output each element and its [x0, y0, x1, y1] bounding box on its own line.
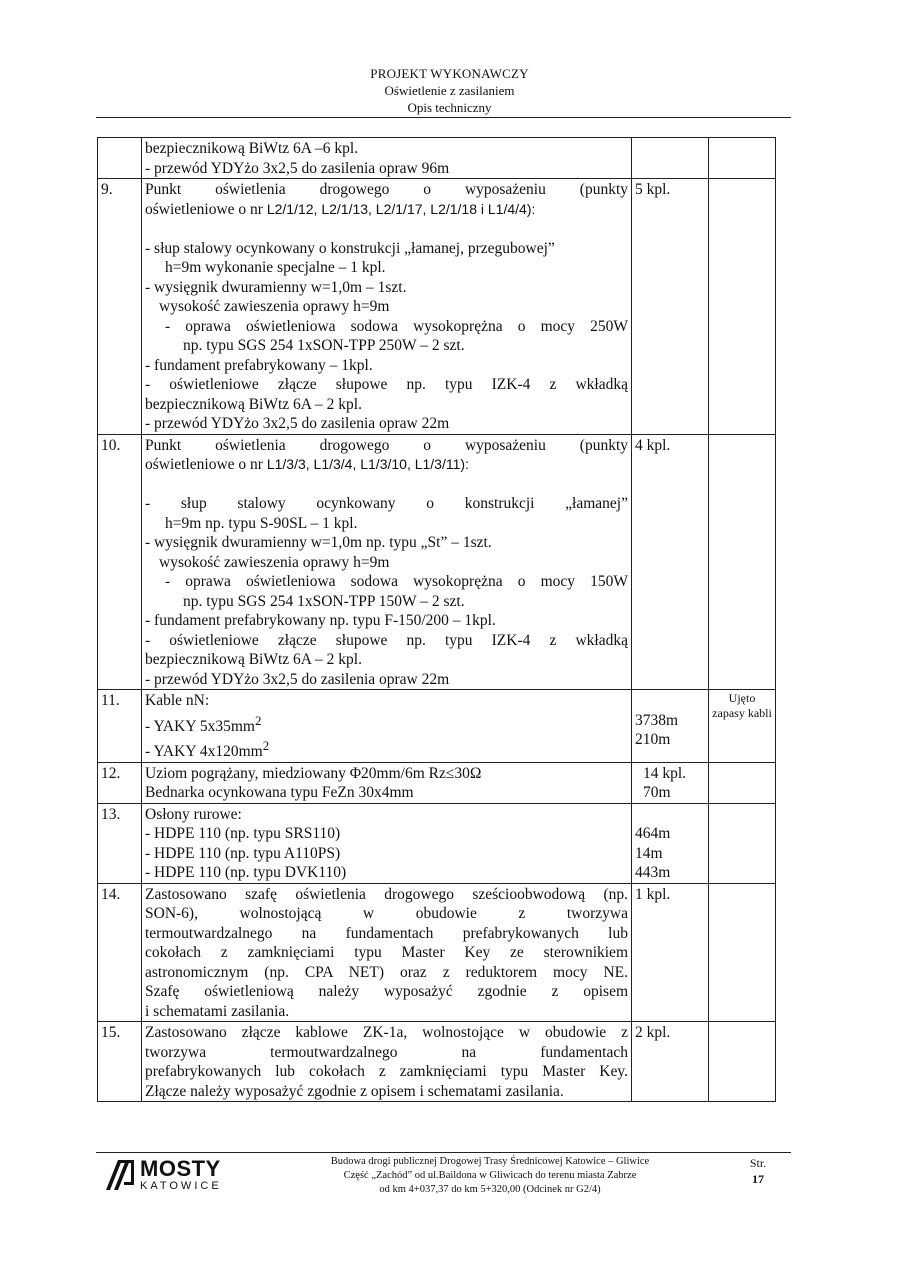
mosty-logo-icon	[104, 1156, 136, 1192]
row-quantity: 5 kpl.	[632, 179, 709, 435]
desc-line: cokołach z zamknięciami typu Master Key ze sterownikiem	[145, 944, 628, 962]
desc-line: h=9m wykonanie specjalne – 1 kpl.	[165, 259, 386, 276]
row-description	[142, 1022, 632, 1102]
desc-line: - HDPE 110 (np. typu A110PS)	[145, 844, 341, 862]
row-note	[709, 179, 776, 435]
row-number: 9.	[98, 179, 142, 435]
row-number: 15.	[98, 1022, 142, 1102]
desc-line: astronomicznym (np. CPA NET) oraz z reduktorem mocy NE.	[145, 963, 628, 981]
project-description	[290, 1155, 690, 1197]
row-quantity: 4 kpl.	[632, 434, 709, 690]
row-quantity: 1 kpl.	[632, 883, 709, 1022]
row-description	[142, 138, 632, 179]
desc-line	[145, 200, 628, 220]
table-row	[98, 138, 776, 179]
desc-line: - wysięgnik dwuramienny w=1,0m np. typu „St” – 1szt.	[145, 534, 492, 551]
project-subtitle: Oświetlenie z zasilaniem	[384, 83, 515, 98]
desc-line: prefabrykowanych lub cokołach z zamknięciami typu Master Key.	[145, 1063, 628, 1081]
desc-spacer	[145, 475, 628, 495]
page-number: 17	[752, 1172, 764, 1186]
desc-line: Punkt oświetlenia drogowego o wyposażeniu (punkty	[145, 436, 628, 454]
row-number: 11.	[98, 690, 142, 763]
desc-line: Kable nN:	[145, 692, 210, 709]
company-logo	[104, 1156, 264, 1196]
desc-line: Szafę oświetleniową należy wyposażyć zgodnie z opisem	[145, 983, 628, 1001]
point-numbers: L2/1/12, L2/1/13, L2/1/17, L2/1/18 i L1/4/4):	[266, 200, 536, 217]
desc-line: - fundament prefabrykowany – 1kpl.	[145, 356, 373, 374]
desc-line	[145, 711, 628, 737]
desc-line	[145, 455, 628, 475]
desc-line: wysokość zawieszenia oprawy h=9m	[159, 553, 390, 571]
qty-line: 210m	[635, 731, 671, 748]
page-label: Str.	[749, 1156, 767, 1170]
desc-line: - przewód YDYżo 3x2,5 do zasilenia opraw 22m	[145, 670, 450, 688]
desc-line: - wysięgnik dwuramienny w=1,0m – 1szt.	[145, 278, 407, 296]
desc-line: tworzywa termoutwardzalnego na fundamentach	[145, 1043, 628, 1061]
desc-line: Uziom pogrążany, miedziowany Φ20mm/6m Rz≤30Ω	[145, 764, 482, 782]
table-row	[98, 690, 776, 763]
desc-line: np. typu SGS 254 1xSON-TPP 150W – 2 szt.	[183, 592, 465, 610]
row-note	[709, 434, 776, 690]
desc-line: Bednarka ocynkowana typu FeZn 30x4mm	[145, 784, 414, 802]
logo-subtitle: KATOWICE	[140, 1180, 222, 1192]
row-description	[142, 803, 632, 883]
desc-text: oświetleniowe o nr	[145, 200, 263, 218]
desc-line: - fundament prefabrykowany np. typu F-150/200 – 1kpl.	[145, 612, 496, 629]
desc-line: - słup stalowy ocynkowany o konstrukcji „łamanej, przegubowej”	[145, 239, 555, 257]
table-row	[98, 1022, 776, 1102]
table-row	[98, 883, 776, 1022]
project-title: PROJEKT WYKONAWCZY	[370, 66, 529, 81]
desc-line: - przewód YDYżo 3x2,5 do zasilenia opraw 96m	[145, 159, 450, 177]
row-number: 14.	[98, 883, 142, 1022]
desc-line: - oświetleniowe złącze słupowe np. typu IZK-4 z wkładką	[145, 376, 628, 393]
row-note	[709, 138, 776, 179]
desc-line: bezpiecznikową BiWtz 6A – 2 kpl.	[145, 395, 362, 413]
desc-line: wysokość zawieszenia oprawy h=9m	[159, 298, 390, 315]
superscript: 2	[254, 712, 262, 728]
row-quantity	[632, 762, 709, 803]
row-note	[709, 803, 776, 883]
desc-line: h=9m np. typu S-90SL – 1 kpl.	[165, 514, 358, 532]
specification-table	[97, 137, 776, 1102]
row-quantity	[632, 690, 709, 763]
desc-line: - oprawa oświetleniowa sodowa wysokoprężna o mocy 250W	[165, 317, 628, 335]
desc-line: - słup stalowy ocynkowany o konstrukcji „łamanej”	[145, 495, 628, 512]
document-type: Opis techniczny	[407, 100, 492, 115]
qty-line: 3738m	[635, 711, 679, 729]
desc-line: bezpiecznikową BiWtz 6A –6 kpl.	[145, 140, 359, 157]
desc-line: SON-6), wolnostojącą w obudowie z tworzywa	[145, 905, 628, 923]
row-quantity	[632, 138, 709, 179]
desc-line	[145, 736, 628, 762]
header-rule	[96, 117, 791, 118]
qty-line: 14 kpl.	[643, 764, 687, 782]
row-description	[142, 690, 632, 763]
footer-rule	[96, 1152, 791, 1153]
desc-line: Zastosowano złącze kablowe ZK-1a, wolnostojące w obudowie z	[145, 1024, 628, 1042]
row-quantity	[632, 803, 709, 883]
row-note	[709, 762, 776, 803]
qty-line: 464m	[635, 825, 671, 843]
point-numbers: L1/3/3, L1/3/4, L1/3/10, L1/3/11):	[266, 456, 469, 472]
desc-line: np. typu SGS 254 1xSON-TPP 250W – 2 szt.	[183, 337, 465, 354]
desc-line: - oświetleniowe złącze słupowe np. typu IZK-4 z wkładką	[145, 631, 628, 649]
cable-spec: - YAKY 5x35mm	[145, 717, 255, 735]
table-row	[98, 179, 776, 435]
row-number: 10.	[98, 434, 142, 690]
desc-line: termoutwardzalnego na fundamentach prefabrykowanych lub	[145, 924, 628, 942]
footer-line: od km 4+037,37 do km 5+320,00 (Odcinek nr G2/4)	[379, 1184, 601, 1195]
desc-text: oświetleniowe o nr	[145, 456, 263, 473]
page-number-block	[742, 1155, 774, 1187]
desc-line: i schematami zasilania.	[145, 1002, 290, 1020]
qty-line: 14m	[635, 844, 663, 862]
desc-line: - HDPE 110 (np. typu DVK110)	[145, 864, 347, 882]
desc-line: Złącze należy wyposażyć zgodnie z opisem i schematami zasilania.	[145, 1082, 564, 1100]
row-note	[709, 883, 776, 1022]
desc-line: Zastosowano szafę oświetlenia drogowego sześcioobwodową (np.	[145, 885, 628, 903]
desc-line: Punkt oświetlenia drogowego o wyposażeniu (punkty	[145, 181, 628, 198]
footer-line: Część „Zachód” od ul.Baildona w Gliwicach do terenu miasta Zabrze	[343, 1170, 637, 1181]
desc-line: - oprawa oświetleniowa sodowa wysokoprężna o mocy 150W	[165, 573, 628, 590]
desc-line: Osłony rurowe:	[145, 805, 242, 823]
row-description	[142, 434, 632, 690]
row-note: Ujęto zapasy kabli	[709, 690, 776, 763]
row-number	[98, 138, 142, 179]
row-description	[142, 762, 632, 803]
superscript: 2	[262, 738, 270, 754]
footer-line: Budowa drogi publicznej Drogowej Trasy Średnicowej Katowice – Gliwice	[330, 1156, 650, 1167]
row-number: 13.	[98, 803, 142, 883]
qty-line: 70m	[643, 784, 671, 802]
desc-spacer	[145, 219, 628, 239]
desc-line: bezpiecznikową BiWtz 6A – 2 kpl.	[145, 651, 362, 668]
row-description	[142, 883, 632, 1022]
desc-line: - HDPE 110 (np. typu SRS110)	[145, 825, 341, 843]
row-quantity: 2 kpl.	[632, 1022, 709, 1102]
qty-line: 443m	[635, 864, 671, 882]
row-description	[142, 179, 632, 435]
cable-spec: - YAKY 4x120mm	[145, 743, 263, 761]
table-row	[98, 434, 776, 690]
row-note	[709, 1022, 776, 1102]
logo-name: MOSTY	[140, 1156, 221, 1181]
desc-line: - przewód YDYżo 3x2,5 do zasilenia opraw 22m	[145, 415, 450, 432]
row-number: 12.	[98, 762, 142, 803]
table-row	[98, 803, 776, 883]
table-row	[98, 762, 776, 803]
